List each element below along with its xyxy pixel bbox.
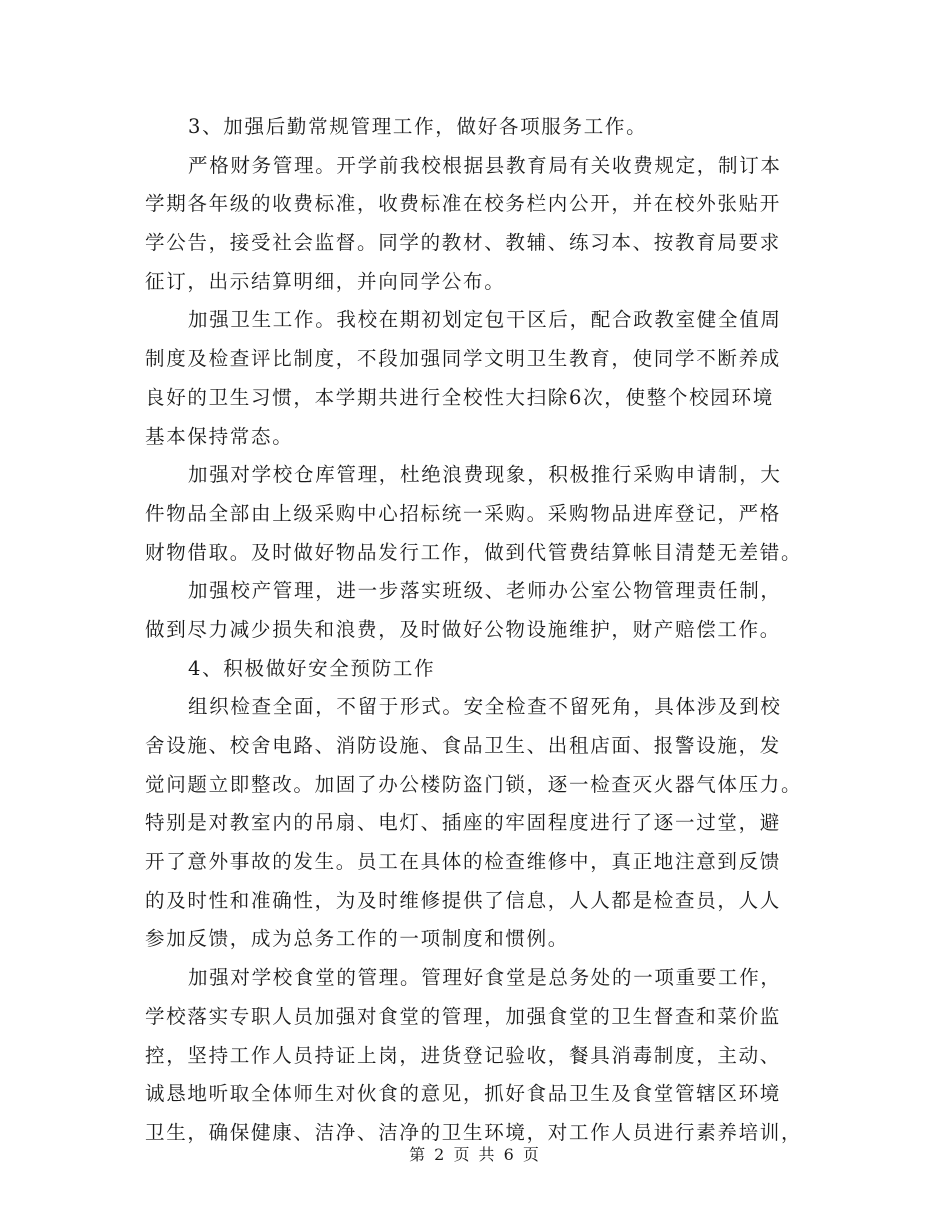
paragraph-line: 舍设施、校舍电路、消防设施、食品卫生、出租店面、报警设施，发 [145,734,782,757]
paragraph-line: 征订，出示结算明细，并向同学公布。 [145,269,506,293]
paragraph-line: 良好的卫生习惯，本学期共进行全校性大扫除6次，使整个校园环境 [145,385,774,409]
paragraph-first-line: 加强卫生工作。我校在期初划定包干区后，配合政教室健全值周 [188,308,782,332]
paragraph-line: 做到尽力减少损失和浪费，及时做好公物设施维护，财产赔偿工作。 [145,617,782,641]
paragraph-line: 参加反馈，成为总务工作的一项制度和惯例。 [145,927,570,951]
paragraph-first-line: 4、积极做好安全预防工作 [188,656,436,680]
paragraph-first-line: 严格财务管理。开学前我校根据县教育局有关收费规定，制订本 [188,153,782,177]
paragraph-first-line: 加强对学校食堂的管理。管理好食堂是总务处的一项重要工作， [188,966,782,990]
paragraph-line: 财物借取。及时做好物品发行工作，做到代管费结算帐目清楚无差错。 [145,540,803,564]
paragraph-line: 基本保持常态。 [145,424,294,448]
paragraph-line: 学校落实专职人员加强对食堂的管理，加强食堂的卫生督查和菜价监 [145,1004,782,1028]
paragraph-line: 的及时性和准确性，为及时维修提供了信息，人人都是检查员，人人 [145,888,782,912]
paragraph-first-line: 加强校产管理，进一步落实班级、老师办公室公物管理责任制， [188,579,782,603]
paragraph-line: 件物品全部由上级采购中心招标统一采购。采购物品进库登记，严格 [145,501,782,525]
paragraph-line: 学公告，接受社会监督。同学的教材、教辅、练习本、按教育局要求 [145,231,782,255]
paragraph-line: 开了意外事故的发生。员工在具体的检查维修中，真正地注意到反馈 [145,850,782,874]
paragraph-line: 卫生，确保健康、洁净、洁净的卫生环境，对工作人员进行素养培训， [145,1120,803,1144]
paragraph-line: 学期各年级的收费标准，收费标准在校务栏内公开，并在校外张贴开 [145,192,782,216]
paragraph-line: 觉问题立即整改。加固了办公楼防盗门锁，逐一检查灭火器气体压力。 [145,772,803,796]
page-number-footer: 第 2 页 共 6 页 [409,1145,541,1164]
paragraph-first-line: 组织检查全面，不留于形式。安全检查不留死角，具体涉及到校 [188,695,782,719]
paragraph-line: 制度及检查评比制度，不段加强同学文明卫生教育，使同学不断养成 [145,347,782,371]
paragraph-line: 诚恳地听取全体师生对伙食的意见，抓好食品卫生及食堂管辖区环境 [145,1082,782,1106]
paragraph-first-line: 加强对学校仓库管理，杜绝浪费现象，积极推行采购申请制，大 [188,463,782,487]
paragraph-line: 特别是对教室内的吊扇、电灯、插座的牢固程度进行了逐一过堂，避 [145,811,782,835]
document-body [145,108,805,1153]
paragraph-line: 控，坚持工作人员持证上岗，进货登记验收，餐具消毒制度，主动、 [145,1043,782,1067]
paragraph-first-line: 3、加强后勤常规管理工作，做好各项服务工作。 [188,115,648,138]
